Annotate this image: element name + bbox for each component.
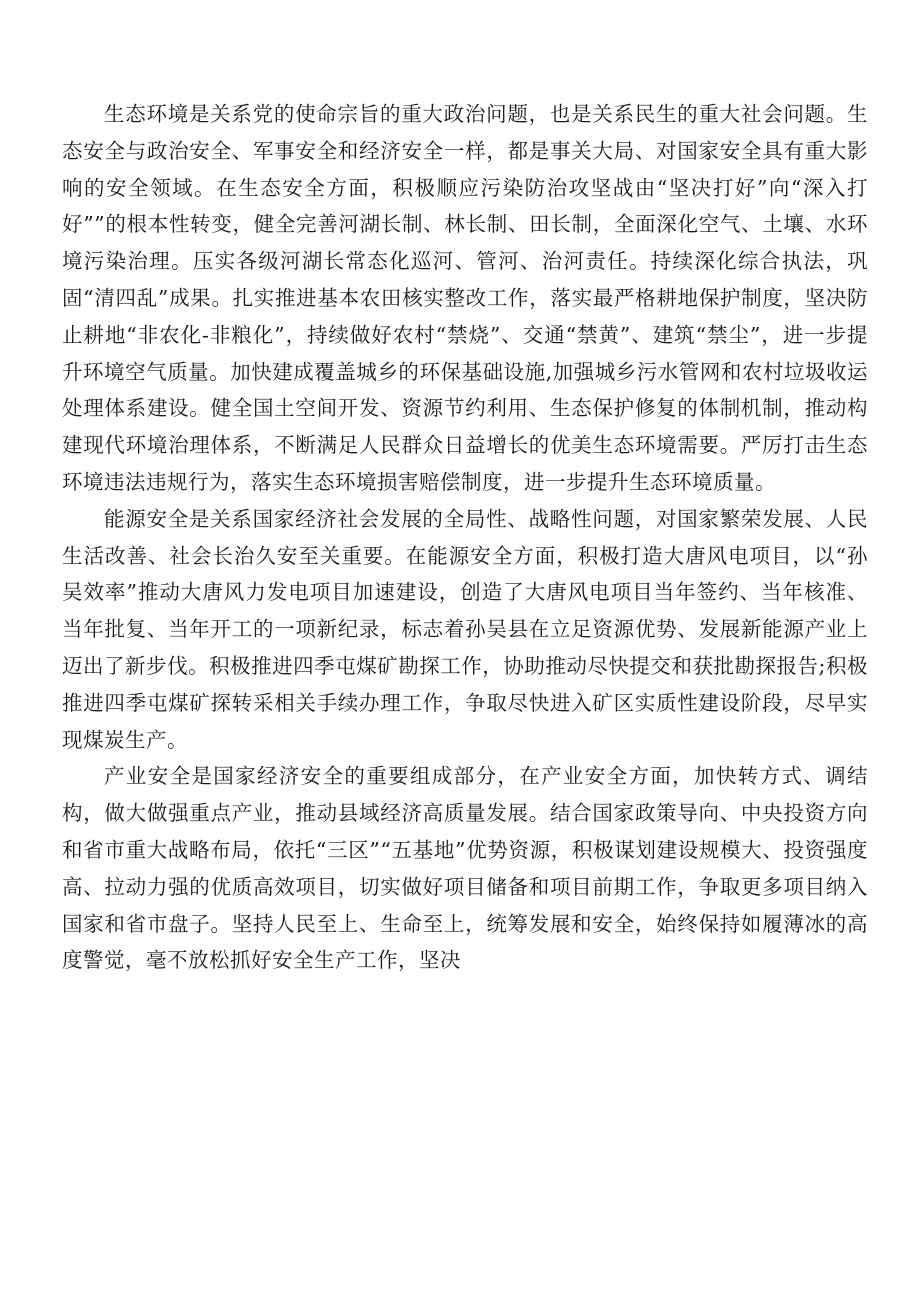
paragraph-energy-security: 能源安全是关系国家经济社会发展的全局性、战略性问题，对国家繁荣发展、人民生活改善、社会长治久安至关重要。在能源安全方面，积极打造大唐风电项目，以“孙吴效率”推动大唐风力发电项目加速建设，创造了大唐风电项目当年签约、当年核准、当年批复、当年开工的一项新纪录，标志着孙吴县在立足资源优势、发展新能源产业上迈出了新步伐。积极推进四季屯煤矿勘探工作，协助推动尽快提交和获批勘探报告;积极推进四季屯煤矿探转采相关手续办理工作，争取尽快进入矿区实质性建设阶段，尽早实现煤炭生产。: [62, 506, 868, 752]
paragraph-ecological-security: 生态环境是关系党的使命宗旨的重大政治问题，也是关系民生的重大社会问题。生态安全与政治安全、军事安全和经济安全一样，都是事关大局、对国家安全具有重大影响的安全领域。在生态安全方面，积极顺应污染防治攻坚战由“坚决打好”向“深入打好””的根本性转变，健全完善河湖长制、林长制、田长制，全面深化空气、土壤、水环境污染治理。压实各级河湖长常态化巡河、管河、治河责任。持续深化综合执法，巩固“清四乱”成果。扎实推进基本农田核实整改工作，落实最严格耕地保护制度，坚决防止耕地“非农化-非粮化”，持续做好农村“禁烧”、交通“禁黄”、建筑“禁尘”，进一步提升环境空气质量。加快建成覆盖城乡的环保基础设施,加强城乡污水管网和农村垃圾收运处理体系建设。健全国土空间开发、资源节约利用、生态保护修复的体制机制，推动构建现代环境治理体系，不断满足人民群众日益增长的优美生态环境需要。严厉打击生态环境违法违规行为，落实生态环境损害赔偿制度，进一步提升生态环境质量。: [62, 102, 868, 494]
paragraph-industrial-security: 产业安全是国家经济安全的重要组成部分，在产业安全方面，加快转方式、调结构，做大做强重点产业，推动县域经济高质量发展。结合国家政策导向、中央投资方向和省市重大战略布局，依托“三区”“五基地”优势资源，积极谋划建设规模大、投资强度高、拉动力强的优质高效项目，切实做好项目储备和项目前期工作，争取更多项目纳入国家和省市盘子。坚持人民至上、生命至上，统筹发展和安全，始终保持如履薄冰的高度警觉，毫不放松抓好安全生产工作，坚决: [62, 764, 868, 973]
